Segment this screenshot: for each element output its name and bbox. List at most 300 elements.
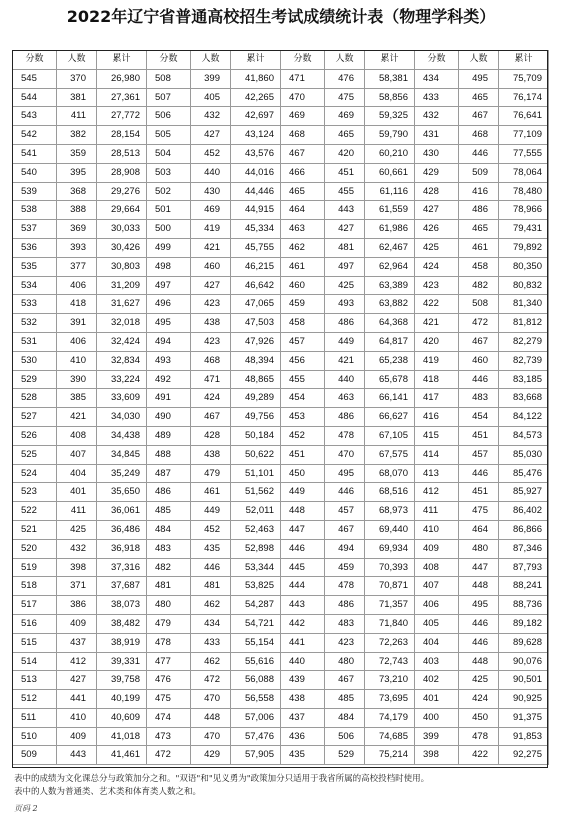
cumulative-cell: 70,871 [365,577,415,596]
count-cell: 391 [57,314,97,333]
count-cell: 441 [57,690,97,709]
score-cell: 472 [147,746,191,765]
cumulative-cell: 88,736 [499,596,549,615]
count-cell: 467 [325,520,365,539]
table-row [13,201,549,220]
count-cell: 478 [325,426,365,445]
count-cell: 450 [459,708,499,727]
score-cell: 449 [281,483,325,502]
cumulative-cell: 35,249 [97,464,147,483]
cumulative-cell: 30,033 [97,220,147,239]
score-cell: 492 [147,370,191,389]
cumulative-cell: 84,573 [499,426,549,445]
cumulative-cell: 68,973 [365,502,415,521]
count-cell: 529 [325,746,365,765]
score-cell: 505 [147,126,191,145]
cumulative-header: 累计 [97,51,147,70]
count-cell: 443 [57,746,97,765]
score-cell: 478 [147,633,191,652]
table-row [13,520,549,539]
score-cell: 399 [415,727,459,746]
cumulative-cell: 32,018 [97,314,147,333]
score-cell: 476 [147,671,191,690]
cumulative-header: 累计 [499,51,549,70]
cumulative-cell: 58,856 [365,88,415,107]
score-cell: 474 [147,708,191,727]
count-header: 人数 [191,51,231,70]
cumulative-cell: 75,709 [499,69,549,88]
count-header: 人数 [57,51,97,70]
score-cell: 450 [281,464,325,483]
score-cell: 408 [415,558,459,577]
cumulative-cell: 44,446 [231,182,281,201]
cumulative-cell: 45,334 [231,220,281,239]
count-cell: 464 [459,520,499,539]
footnote-2: 表中的人数为普通类、艺术类和体育类人数之和。 [14,787,202,797]
count-cell: 424 [459,690,499,709]
cumulative-cell: 90,925 [499,690,549,709]
count-cell: 467 [459,332,499,351]
count-cell: 446 [459,614,499,633]
cumulative-cell: 66,141 [365,389,415,408]
score-cell: 481 [147,577,191,596]
count-cell: 448 [459,652,499,671]
count-cell: 465 [459,88,499,107]
score-cell: 497 [147,276,191,295]
count-cell: 359 [57,144,97,163]
count-cell: 467 [191,408,231,427]
cumulative-cell: 78,480 [499,182,549,201]
score-cell: 526 [13,426,57,445]
score-cell: 409 [415,539,459,558]
table-row [13,671,549,690]
count-cell: 390 [57,370,97,389]
count-cell: 478 [459,727,499,746]
count-cell: 465 [325,126,365,145]
count-cell: 416 [459,182,499,201]
score-cell: 540 [13,163,57,182]
cumulative-cell: 71,357 [365,596,415,615]
score-cell: 479 [147,614,191,633]
score-cell: 434 [415,69,459,88]
cumulative-cell: 69,440 [365,520,415,539]
score-cell: 454 [281,389,325,408]
count-cell: 420 [325,144,365,163]
count-cell: 449 [325,332,365,351]
score-cell: 499 [147,238,191,257]
count-cell: 437 [57,633,97,652]
cumulative-cell: 41,461 [97,746,147,765]
table-row [13,426,549,445]
count-cell: 421 [57,408,97,427]
cumulative-cell: 38,482 [97,614,147,633]
score-cell: 542 [13,126,57,145]
score-cell: 534 [13,276,57,295]
table-row [13,539,549,558]
cumulative-cell: 57,476 [231,727,281,746]
score-cell: 498 [147,257,191,276]
score-cell: 447 [281,520,325,539]
cumulative-cell: 54,287 [231,596,281,615]
score-cell: 464 [281,201,325,220]
count-cell: 382 [57,126,97,145]
cumulative-cell: 44,915 [231,201,281,220]
cumulative-cell: 34,438 [97,426,147,445]
cumulative-cell: 77,109 [499,126,549,145]
cumulative-cell: 40,609 [97,708,147,727]
count-cell: 472 [459,314,499,333]
score-cell: 458 [281,314,325,333]
score-cell: 518 [13,577,57,596]
score-cell: 512 [13,690,57,709]
score-cell: 493 [147,351,191,370]
table-row [13,276,549,295]
cumulative-cell: 42,697 [231,107,281,126]
cumulative-cell: 76,641 [499,107,549,126]
cumulative-cell: 73,695 [365,690,415,709]
score-cell: 532 [13,314,57,333]
score-cell: 544 [13,88,57,107]
cumulative-cell: 28,154 [97,126,147,145]
cumulative-cell: 54,721 [231,614,281,633]
cumulative-cell: 57,905 [231,746,281,765]
count-cell: 486 [325,408,365,427]
score-cell: 419 [415,351,459,370]
count-cell: 424 [191,389,231,408]
cumulative-cell: 56,088 [231,671,281,690]
cumulative-cell: 47,926 [231,332,281,351]
score-cell: 468 [281,126,325,145]
score-cell: 520 [13,539,57,558]
table-row [13,295,549,314]
score-cell: 448 [281,502,325,521]
cumulative-cell: 74,685 [365,727,415,746]
score-cell: 538 [13,201,57,220]
score-cell: 514 [13,652,57,671]
count-cell: 461 [191,483,231,502]
score-cell: 541 [13,144,57,163]
cumulative-cell: 87,346 [499,539,549,558]
count-cell: 425 [459,671,499,690]
count-cell: 434 [191,614,231,633]
score-cell: 446 [281,539,325,558]
score-cell: 535 [13,257,57,276]
count-cell: 506 [325,727,365,746]
score-cell: 482 [147,558,191,577]
score-cell: 485 [147,502,191,521]
cumulative-cell: 32,834 [97,351,147,370]
cumulative-cell: 64,817 [365,332,415,351]
cumulative-cell: 75,214 [365,746,415,765]
score-header: 分数 [13,51,57,70]
cumulative-cell: 81,340 [499,295,549,314]
score-cell: 511 [13,708,57,727]
score-cell: 530 [13,351,57,370]
score-cell: 453 [281,408,325,427]
count-cell: 435 [191,539,231,558]
cumulative-cell: 86,866 [499,520,549,539]
score-cell: 502 [147,182,191,201]
score-cell: 405 [415,614,459,633]
count-cell: 425 [57,520,97,539]
cumulative-cell: 83,668 [499,389,549,408]
score-cell: 537 [13,220,57,239]
count-cell: 421 [191,238,231,257]
count-cell: 493 [325,295,365,314]
score-cell: 525 [13,445,57,464]
footnote-1: 表中的成绩为文化课总分与政策加分之和。"双语"和"见义勇为"政策加分只适用于我省所属的高校投档时使用。 [14,774,430,784]
cumulative-cell: 61,116 [365,182,415,201]
count-cell: 401 [57,483,97,502]
count-cell: 486 [459,201,499,220]
table-row [13,314,549,333]
cumulative-cell: 71,840 [365,614,415,633]
cumulative-cell: 66,627 [365,408,415,427]
page-title: 2022年辽宁省普通高校招生考试成绩统计表（物理学科类） [66,7,496,26]
cumulative-cell: 39,758 [97,671,147,690]
count-cell: 406 [57,276,97,295]
table-row [13,88,549,107]
count-cell: 475 [325,88,365,107]
count-cell: 494 [325,539,365,558]
score-cell: 414 [415,445,459,464]
cumulative-cell: 36,061 [97,502,147,521]
count-cell: 421 [325,351,365,370]
table-row [13,464,549,483]
cumulative-cell: 32,424 [97,332,147,351]
cumulative-cell: 68,070 [365,464,415,483]
score-cell: 490 [147,408,191,427]
count-cell: 462 [191,596,231,615]
count-cell: 485 [325,690,365,709]
score-cell: 465 [281,182,325,201]
count-cell: 481 [325,238,365,257]
score-cell: 437 [281,708,325,727]
count-cell: 486 [325,314,365,333]
score-cell: 489 [147,426,191,445]
cumulative-cell: 45,755 [231,238,281,257]
count-cell: 427 [191,126,231,145]
score-cell: 496 [147,295,191,314]
cumulative-cell: 37,687 [97,577,147,596]
table-row [13,596,549,615]
score-cell: 429 [415,163,459,182]
count-cell: 452 [191,520,231,539]
score-cell: 398 [415,746,459,765]
count-cell: 432 [57,539,97,558]
score-cell: 509 [13,746,57,765]
cumulative-cell: 67,105 [365,426,415,445]
score-cell: 459 [281,295,325,314]
score-cell: 524 [13,464,57,483]
count-cell: 399 [191,69,231,88]
count-cell: 433 [191,633,231,652]
count-cell: 427 [191,276,231,295]
count-cell: 480 [325,652,365,671]
count-cell: 462 [191,652,231,671]
score-cell: 507 [147,88,191,107]
count-cell: 495 [459,69,499,88]
count-cell: 476 [325,69,365,88]
score-cell: 466 [281,163,325,182]
cumulative-cell: 90,501 [499,671,549,690]
count-cell: 470 [325,445,365,464]
count-cell: 509 [459,163,499,182]
score-cell: 436 [281,727,325,746]
cumulative-cell: 30,426 [97,238,147,257]
score-cell: 469 [281,107,325,126]
table-row [13,577,549,596]
count-cell: 449 [191,502,231,521]
count-cell: 467 [325,671,365,690]
cumulative-cell: 79,431 [499,220,549,239]
score-cell: 536 [13,238,57,257]
score-cell: 423 [415,276,459,295]
score-cell: 460 [281,276,325,295]
score-cell: 519 [13,558,57,577]
score-cell: 463 [281,220,325,239]
count-cell: 470 [191,690,231,709]
cumulative-cell: 68,516 [365,483,415,502]
count-cell: 427 [57,671,97,690]
cumulative-cell: 53,344 [231,558,281,577]
score-cell: 410 [415,520,459,539]
score-cell: 515 [13,633,57,652]
table-row [13,408,549,427]
table-row [13,144,549,163]
score-cell: 440 [281,652,325,671]
cumulative-cell: 38,919 [97,633,147,652]
score-cell: 504 [147,144,191,163]
count-cell: 427 [325,220,365,239]
count-cell: 429 [191,746,231,765]
score-cell: 488 [147,445,191,464]
cumulative-cell: 46,642 [231,276,281,295]
count-cell: 440 [191,163,231,182]
table-row [13,445,549,464]
count-cell: 452 [191,144,231,163]
table-row [13,332,549,351]
score-cell: 400 [415,708,459,727]
count-cell: 412 [57,652,97,671]
count-cell: 438 [191,445,231,464]
count-cell: 486 [325,596,365,615]
count-cell: 440 [325,370,365,389]
score-cell: 523 [13,483,57,502]
cumulative-cell: 53,825 [231,577,281,596]
cumulative-cell: 91,853 [499,727,549,746]
score-cell: 422 [415,295,459,314]
count-cell: 370 [57,69,97,88]
count-cell: 465 [459,220,499,239]
count-cell: 410 [57,351,97,370]
table-header-row [13,51,549,70]
table-row [13,633,549,652]
table-row [13,351,549,370]
cumulative-cell: 28,513 [97,144,147,163]
count-cell: 478 [325,577,365,596]
cumulative-cell: 52,011 [231,502,281,521]
cumulative-cell: 56,558 [231,690,281,709]
count-cell: 446 [459,464,499,483]
score-cell: 545 [13,69,57,88]
cumulative-cell: 43,576 [231,144,281,163]
count-cell: 408 [57,426,97,445]
score-header: 分数 [147,51,191,70]
cumulative-cell: 89,628 [499,633,549,652]
count-cell: 428 [191,426,231,445]
cumulative-cell: 43,124 [231,126,281,145]
count-cell: 482 [459,276,499,295]
score-cell: 461 [281,257,325,276]
table-row [13,69,549,88]
count-cell: 508 [459,295,499,314]
count-cell: 469 [191,201,231,220]
cumulative-cell: 59,790 [365,126,415,145]
table-row [13,727,549,746]
count-cell: 386 [57,596,97,615]
cumulative-cell: 33,224 [97,370,147,389]
cumulative-cell: 72,263 [365,633,415,652]
cumulative-cell: 84,122 [499,408,549,427]
count-cell: 381 [57,88,97,107]
cumulative-cell: 33,609 [97,389,147,408]
cumulative-cell: 70,393 [365,558,415,577]
count-cell: 405 [191,88,231,107]
score-cell: 533 [13,295,57,314]
score-cell: 484 [147,520,191,539]
cumulative-cell: 73,210 [365,671,415,690]
cumulative-cell: 62,467 [365,238,415,257]
cumulative-cell: 82,739 [499,351,549,370]
count-cell: 369 [57,220,97,239]
score-cell: 432 [415,107,459,126]
cumulative-cell: 64,368 [365,314,415,333]
count-cell: 438 [191,314,231,333]
cumulative-cell: 35,650 [97,483,147,502]
score-cell: 430 [415,144,459,163]
cumulative-cell: 51,101 [231,464,281,483]
count-cell: 480 [459,539,499,558]
table-row [13,690,549,709]
cumulative-cell: 63,882 [365,295,415,314]
cumulative-cell: 37,316 [97,558,147,577]
cumulative-cell: 47,503 [231,314,281,333]
score-cell: 421 [415,314,459,333]
table-row [13,126,549,145]
cumulative-cell: 58,381 [365,69,415,88]
score-cell: 528 [13,389,57,408]
table-row [13,182,549,201]
count-cell: 475 [459,502,499,521]
score-cell: 452 [281,426,325,445]
cumulative-cell: 81,812 [499,314,549,333]
cumulative-cell: 79,892 [499,238,549,257]
count-cell: 471 [191,370,231,389]
score-cell: 503 [147,163,191,182]
score-cell: 510 [13,727,57,746]
cumulative-cell: 50,622 [231,445,281,464]
score-cell: 517 [13,596,57,615]
cumulative-cell: 82,279 [499,332,549,351]
table-row [13,483,549,502]
score-cell: 491 [147,389,191,408]
count-cell: 447 [459,558,499,577]
score-cell: 445 [281,558,325,577]
score-cell: 467 [281,144,325,163]
cumulative-cell: 92,275 [499,746,549,765]
count-cell: 430 [191,182,231,201]
